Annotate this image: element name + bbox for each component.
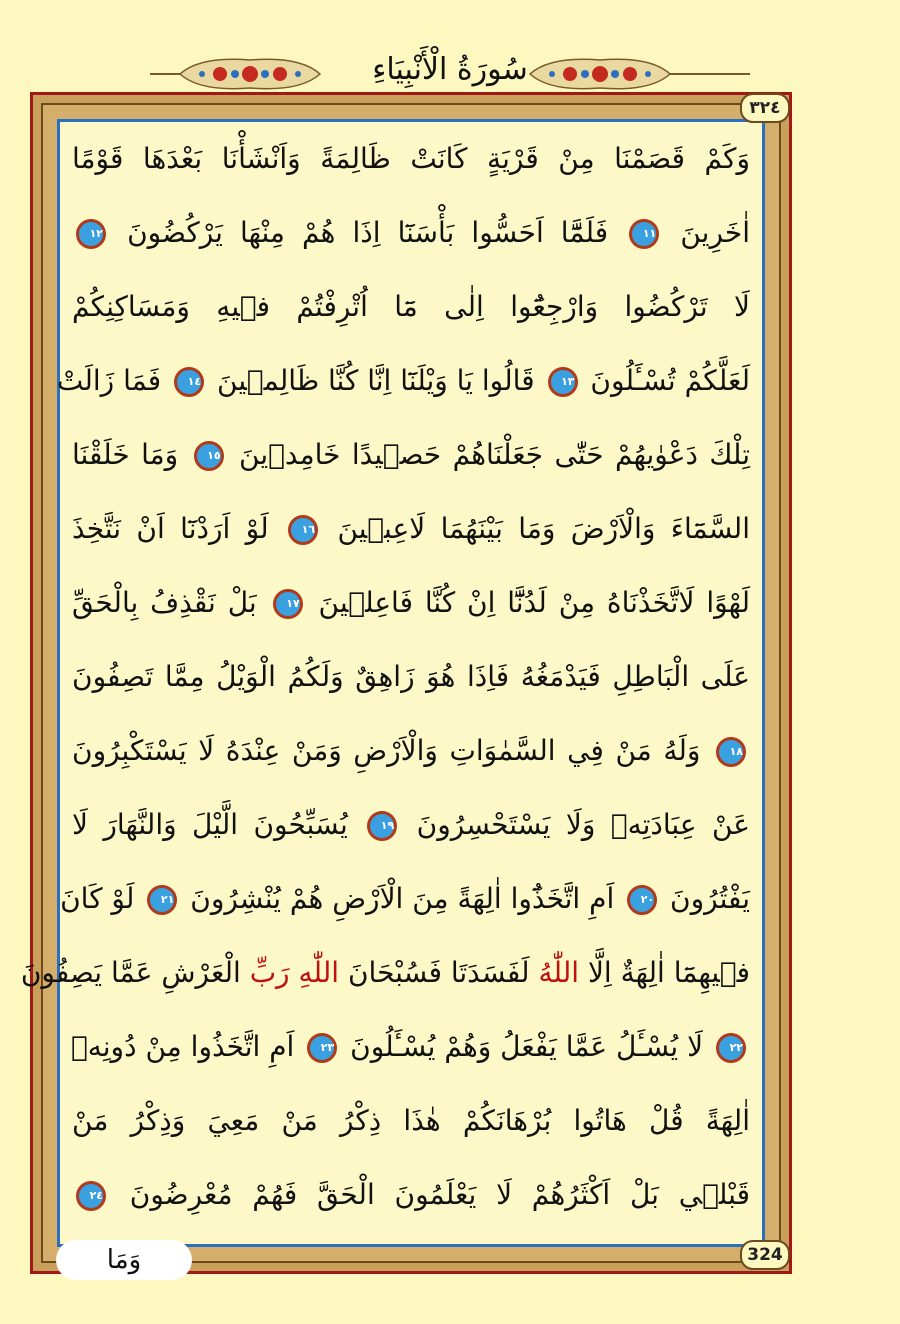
verse-line (72, 1084, 750, 1158)
verse-segment: لَعَلَّكُمْ تُسْـَٔلُونَ (590, 364, 750, 397)
verse-segment: فَمَا زَالَتْ (56, 364, 162, 397)
verse-line (72, 788, 750, 862)
ayah-marker: ١٢ (76, 219, 106, 249)
verse-segment: فَلَمَّٓا اَحَسُّوا بَأْسَنَٓا اِذَا هُمْ مِنْهَا يَرْكُضُونَ (127, 216, 609, 249)
verse-segment: السَّمَٓاءَ وَالْاَرْضَ وَمَا بَيْنَهُمَا لَاعِب۪ينَ (337, 512, 750, 545)
verse-line (72, 122, 750, 196)
verse-segment: يَفْتُرُونَ (670, 882, 750, 915)
verse-line (72, 1010, 750, 1084)
verse-segment: ف۪يهِمَٓا اٰلِهَةٌ اِلَّا (587, 956, 750, 989)
header-ornament-right-icon (530, 54, 670, 94)
verse-segment: اٰخَرِينَ (680, 216, 750, 249)
verse-segment: قَبْل۪ي بَلْ اَكْثَرُهُمْ لَا يَعْلَمُونَ الْحَقَّ فَهُمْ مُعْرِضُونَ (129, 1178, 750, 1211)
verse-line (72, 714, 750, 788)
verse-segment: بَلْ نَقْذِفُ بِالْحَقِّ (72, 586, 257, 619)
verse-segment: عَنْ عِبَادَتِه۪ وَلَا يَسْتَحْسِرُونَ (416, 808, 751, 841)
verse-line (60, 862, 750, 936)
ayah-marker: ٢٢ (716, 1033, 746, 1063)
verse-segment: لَهْوًا لَاتَّخَذْنَاهُ مِنْ لَدُنَّٓا اِنْ كُنَّا فَاعِل۪ينَ (318, 586, 751, 619)
header-rule-right (670, 73, 750, 75)
surah-title: سُورَةُ الْأَنْبِيَاءِ (372, 52, 528, 87)
ayah-marker: ١٣ (548, 367, 578, 397)
ayah-marker: ٢١ (147, 885, 177, 915)
ayah-marker: ١٨ (716, 737, 746, 767)
verse-segment: وَلَهُ مَنْ فِي السَّمٰوَاتِ وَالْاَرْضِ وَمَنْ عِنْدَهُ لَا يَسْتَكْبِرُونَ (72, 734, 701, 767)
verse-segment: يُسَبِّحُونَ الَّيْلَ وَالنَّهَارَ لَا (72, 808, 348, 841)
verse-segment: وَكَمْ قَصَمْنَا مِنْ قَرْيَةٍ كَانَتْ ظَالِمَةً وَاَنْشَأْنَا بَعْدَهَا قَوْمًا (72, 142, 750, 175)
verse-segment: الْعَرْشِ عَمَّا يَصِفُونَ (20, 956, 241, 989)
ayah-marker: ١٤ (174, 367, 204, 397)
divine-name: اللّٰهُ (538, 956, 580, 989)
verse-line (72, 196, 750, 270)
verse-line (72, 566, 750, 640)
page-number-top: ٣٢٤ (740, 93, 790, 123)
verse-line (72, 492, 750, 566)
verse-line (20, 936, 750, 1010)
verse-line (72, 640, 750, 714)
page-number-bottom: 324 (740, 1240, 790, 1270)
ayah-marker: ٢٠ (627, 885, 657, 915)
verse-segment: لَا يُسْـَٔلُ عَمَّا يَفْعَلُ وَهُمْ يُسْـَٔلُونَ (350, 1030, 704, 1063)
ayah-marker: ٢٤ (76, 1181, 106, 1211)
catchword: وَمَا (56, 1240, 192, 1280)
verse-segment: وَمَا خَلَقْنَا (72, 438, 179, 471)
ayah-marker: ١٩ (367, 811, 397, 841)
ayah-marker: ١٥ (194, 441, 224, 471)
divine-name: اللّٰهِ رَبِّ (249, 956, 340, 989)
verse-segment: تِلْكَ دَعْوٰيهُمْ حَتّٰى جَعَلْنَاهُمْ حَص۪يدًا خَامِد۪ينَ (239, 438, 750, 471)
ayah-marker: ١٧ (273, 589, 303, 619)
verse-segment: لَوْ كَانَ (60, 882, 135, 915)
verse-segment: لَفَسَدَتَا فَسُبْحَانَ (347, 956, 530, 989)
verse-line (72, 1158, 750, 1232)
verse-segment: اٰلِهَةً قُلْ هَاتُوا بُرْهَانَكُمْ هٰذَا ذِكْرُ مَنْ مَعِيَ وَذِكْرُ مَنْ (72, 1104, 750, 1137)
verse-segment: قَالُوا يَا وَيْلَنَٓا اِنَّا كُنَّا ظَالِم۪ينَ (217, 364, 535, 397)
ayah-marker: ٢٣ (307, 1033, 337, 1063)
verse-text (20, 122, 760, 1232)
verse-segment: اَمِ اتَّخَذُٓوا اٰلِهَةً مِنَ الْاَرْضِ هُمْ يُنْشِرُونَ (190, 882, 615, 915)
verse-line (56, 344, 750, 418)
verse-line (72, 418, 750, 492)
verse-segment: اَمِ اتَّخَذُوا مِنْ دُونِه۪ (70, 1030, 295, 1063)
ayah-marker: ١٦ (288, 515, 318, 545)
ayah-marker: ١١ (629, 219, 659, 249)
verse-line (72, 270, 750, 344)
verse-segment: عَلَى الْبَاطِلِ فَيَدْمَغُهُ فَاِذَا هُوَ زَاهِقٌ وَلَكُمُ الْوَيْلُ مِمَّا تَصِفُونَ (72, 660, 750, 693)
verse-segment: لَوْ اَرَدْنَٓا اَنْ نَتَّخِذَ (72, 512, 269, 545)
verse-segment: لَا تَرْكُضُوا وَارْجِعُٓوا اِلٰى مَٓا اُتْرِفْتُمْ ف۪يهِ وَمَسَاكِنِكُمْ (72, 290, 750, 323)
